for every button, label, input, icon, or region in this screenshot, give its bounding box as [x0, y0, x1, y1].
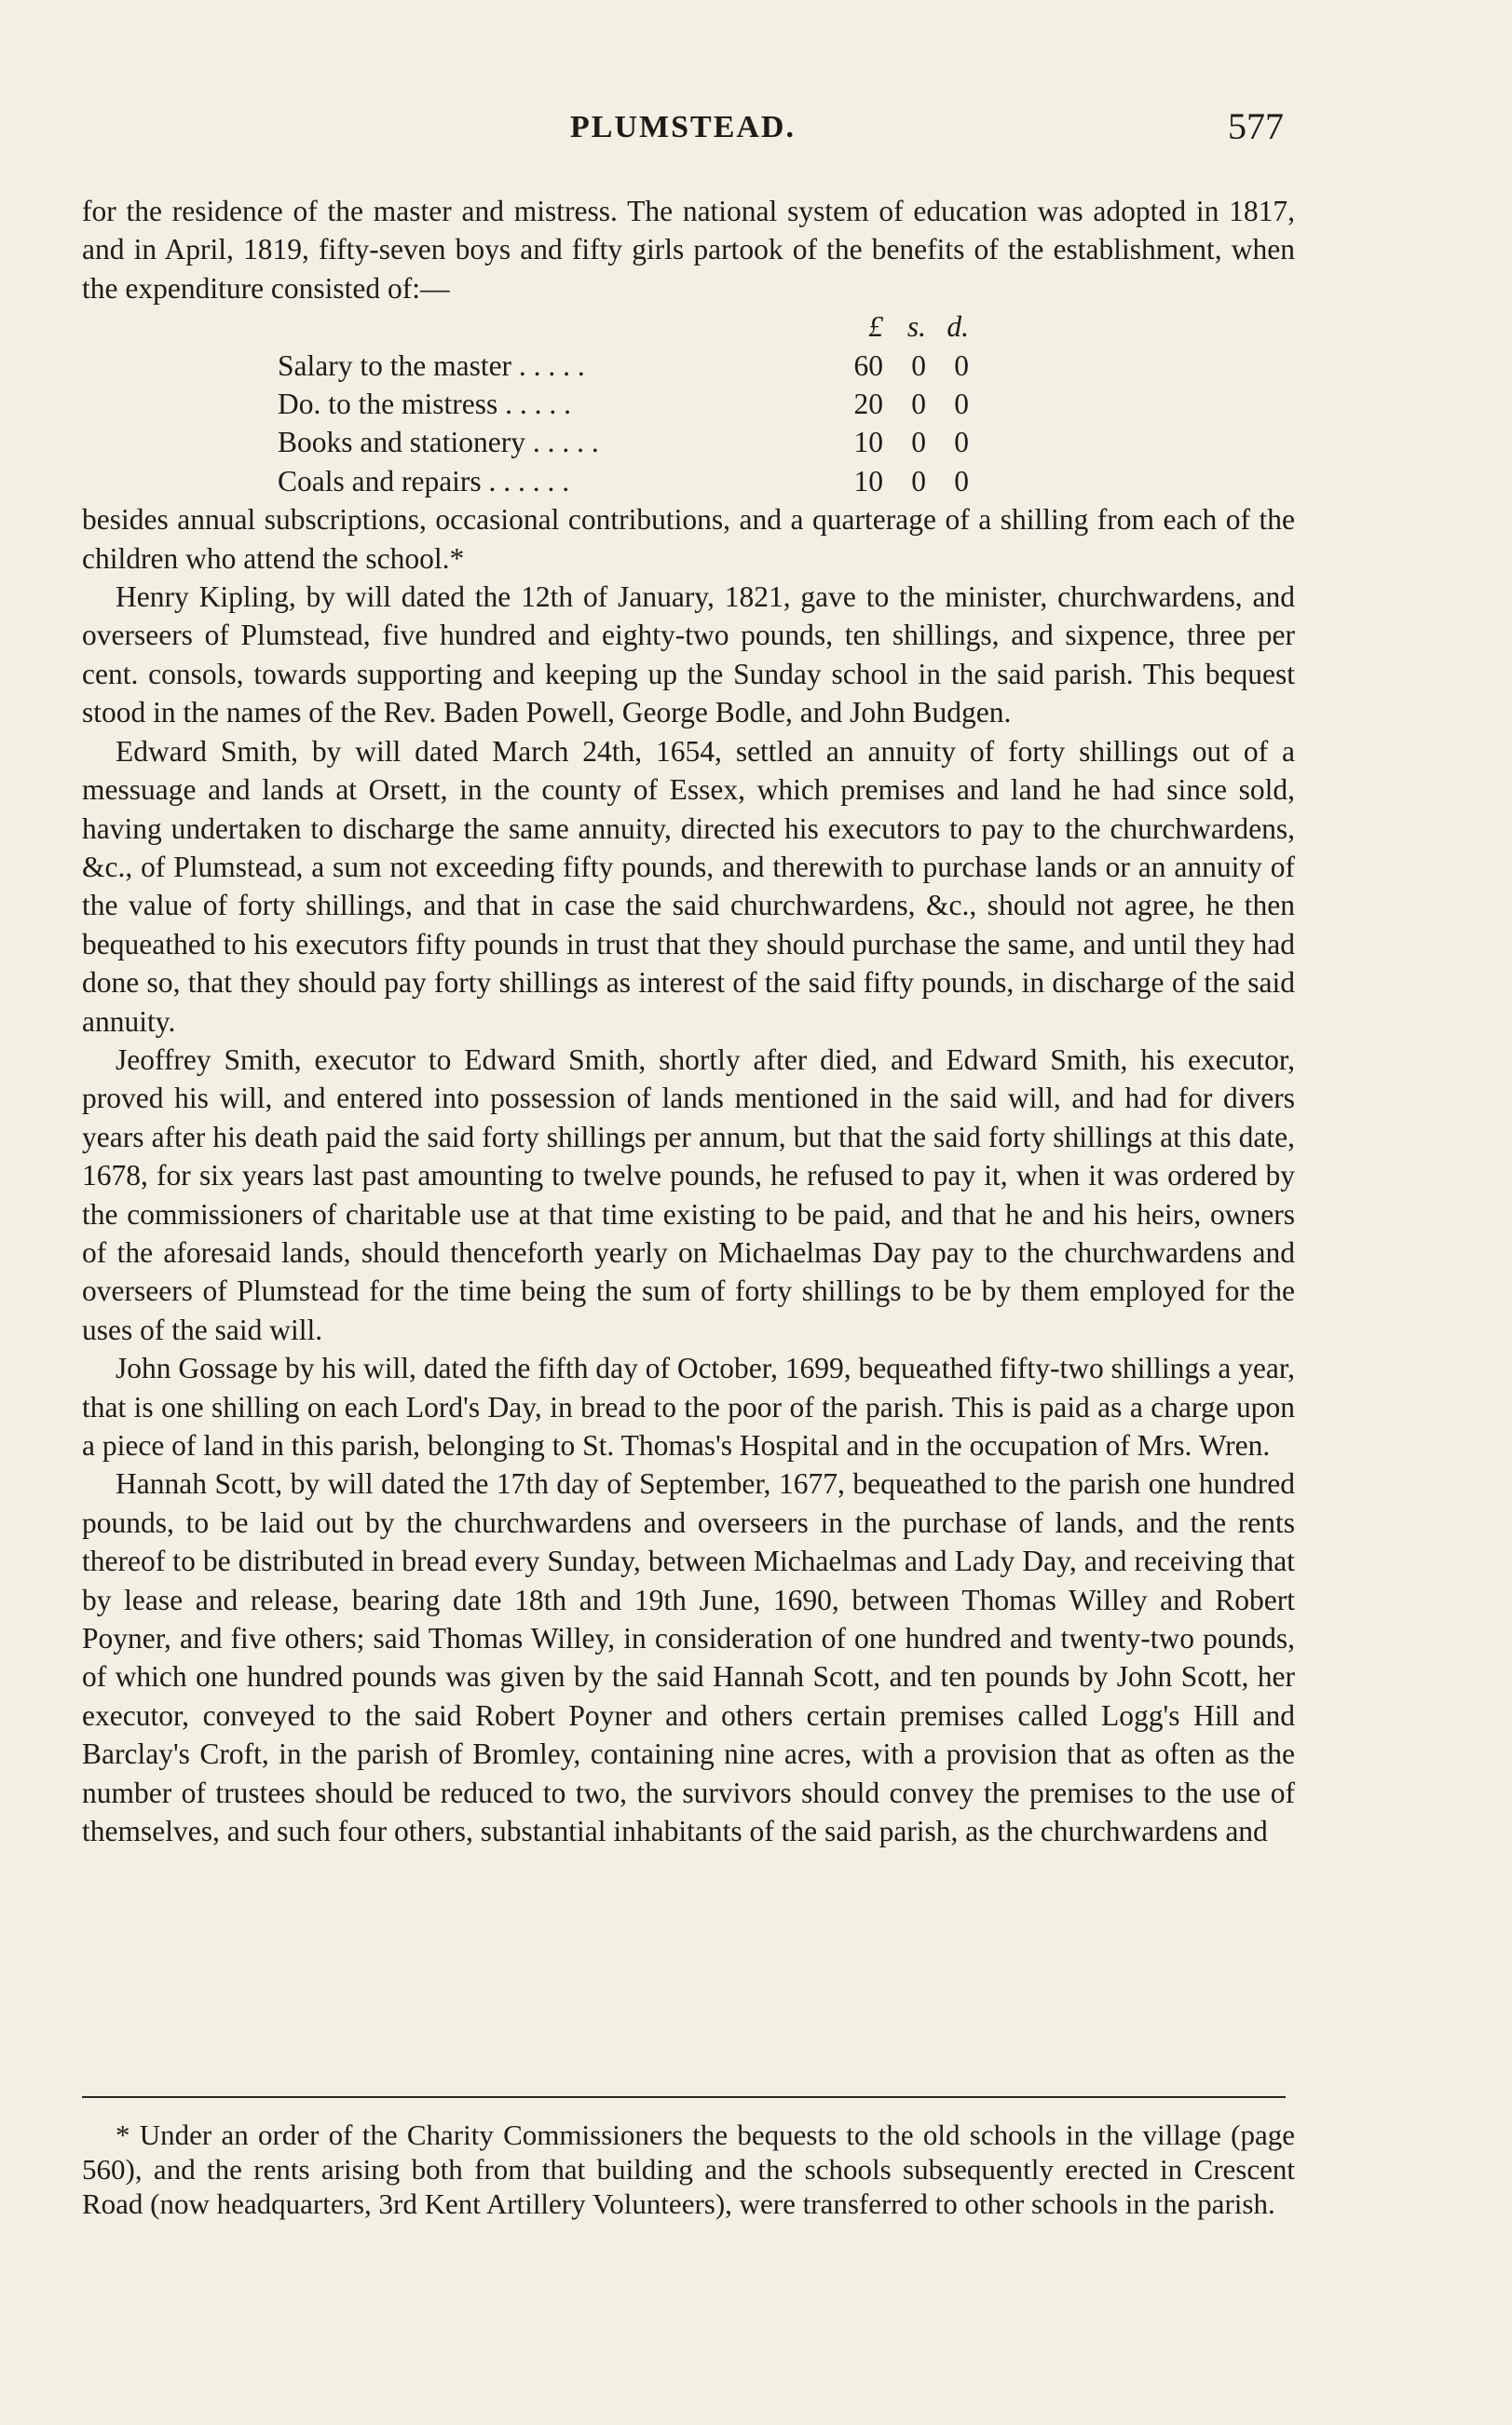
expenditure-row: [278, 462, 1097, 500]
expenditure-pounds: 20: [853, 388, 883, 421]
expenditure-row: [278, 347, 1097, 385]
running-title: PLUMSTEAD.: [570, 110, 796, 144]
pence-header: d.: [947, 310, 969, 344]
running-header: [82, 105, 1284, 166]
expenditure-label: Books and stationery . . . . .: [278, 426, 599, 459]
expenditure-pence: 0: [954, 388, 969, 421]
pounds-header: £: [868, 310, 883, 344]
expenditure-pence: 0: [954, 464, 969, 497]
expenditure-shillings: 0: [911, 388, 926, 421]
expenditure-pounds: 10: [853, 426, 883, 459]
paragraph-john-gossage: John Gossage by his will, dated the fifth day of October, 1699, bequeathed fifty-two shillings a year, that is one shilling on each Lord's Day, in bread to the poor of the parish. This is paid as a charge upon a piece of land in this parish, belonging to St. Thomas's Hospital and in the occupation of Mrs. Wren.: [82, 1352, 1295, 1462]
footnote: * Under an order of the Charity Commissioners the bequests to the old schools in the village (page 560), and the rents arising both from that building and the schools subsequently erected in Crescent Road (now headquarters, 3rd Kent Artillery Volunteers), were transferred to other schools in the parish.: [82, 2118, 1295, 2220]
expenditure-table: [278, 307, 1097, 500]
expenditure-header-spacer: [278, 307, 822, 346]
paragraph-subscriptions: besides annual subscriptions, occasional contributions, and a quarterage of a shilling from each of the children who attend the school.*: [82, 503, 1295, 575]
expenditure-shillings: 0: [911, 464, 926, 497]
expenditure-header-row: [278, 307, 1097, 346]
paragraph-hannah-scott: Hannah Scott, by will dated the 17th day of September, 1677, bequeathed to the parish one hundred pounds, to be laid out by the churchwardens and overseers in the purchase of lands, and the rents thereof to be distributed in bread every Sunday, between Michaelmas and Lady Day, and receiving that by lease and release, bearing date 18th and 19th June, 1690, between Thomas Willey and Robert Poyner, and five others; said Thomas Willey, in consideration of one hundred and twenty-two pounds, of which one hundred pounds was given by the said Hannah Scott, and ten pounds by John Scott, her executor, conveyed to the said Robert Poyner and others certain premises called Logg's Hill and Barclay's Croft, in the parish of Bromley, containing nine acres, with a provision that as often as the number of trustees should be reduced to two, the survivors should convey the premises to the use of themselves, and such four others, substantial inhabitants of the said parish, as the churchwardens and: [82, 1467, 1295, 1848]
expenditure-label: Do. to the mistress . . . . .: [278, 388, 571, 421]
expenditure-label: Salary to the master . . . . .: [278, 348, 585, 382]
paragraph-school-residence: for the residence of the master and mistress. The national system of education was adopted in 1817, and in April, 1819, fifty-seven boys and fifty girls partook of the benefits of the establishment, when the expenditure consisted of:—: [82, 195, 1295, 305]
footnote-rule: [82, 2096, 1286, 2098]
expenditure-label: Coals and repairs . . . . . .: [278, 464, 570, 497]
paragraph-henry-kipling: Henry Kipling, by will dated the 12th of January, 1821, gave to the minister, churchwardens, and overseers of Plumstead, five hundred and eighty-two pounds, ten shillings, and sixpence, three per cent. consols, towards supporting and keeping up the Sunday school in the said parish. This bequest stood in the names of the Rev. Baden Powell, George Bodle, and John Budgen.: [82, 580, 1295, 729]
page-number: 577: [1228, 105, 1284, 147]
shillings-header: s.: [906, 310, 926, 344]
expenditure-pounds: 60: [853, 348, 883, 382]
paragraph-jeoffrey-smith: Jeoffrey Smith, executor to Edward Smith, shortly after died, and Edward Smith, his executor, proved his will, and entered into possession of lands mentioned in the said will, and had for divers years after his death paid the said forty shillings per annum, but that the said forty shillings at this date, 1678, for six years last past amounting to twelve pounds, he refused to pay it, when it was ordered by the commissioners of charitable use at that time existing to be paid, and that he and his heirs, owners of the aforesaid lands, should thenceforth yearly on Michaelmas Day pay to the churchwardens and overseers of Plumstead for the time being the sum of forty shillings to be by them employed for the uses of the said will.: [82, 1042, 1295, 1346]
expenditure-pence: 0: [954, 348, 969, 382]
expenditure-shillings: 0: [911, 426, 926, 459]
expenditure-pence: 0: [954, 426, 969, 459]
paragraph-edward-smith: Edward Smith, by will dated March 24th, 1654, settled an annuity of forty shillings out of a messuage and lands at Orsett, in the county of Essex, which premises and land he had since sold, having undertaken to discharge the same annuity, directed his executors to pay to the churchwardens, &c., of Plumstead, a sum not exceeding fifty pounds, and therewith to purchase lands or an annuity of the value of forty shillings, and that in case the said churchwardens, &c., should not agree, he then bequeathed to his executors fifty pounds in trust that they should purchase the same, and until they had done so, that they should pay forty shillings as interest of the said fifty pounds, in discharge of the said annuity.: [82, 734, 1295, 1038]
main-text: [82, 192, 1295, 1850]
expenditure-row: [278, 423, 1097, 461]
expenditure-pounds: 10: [853, 464, 883, 497]
expenditure-shillings: 0: [911, 348, 926, 382]
expenditure-row: [278, 385, 1097, 423]
